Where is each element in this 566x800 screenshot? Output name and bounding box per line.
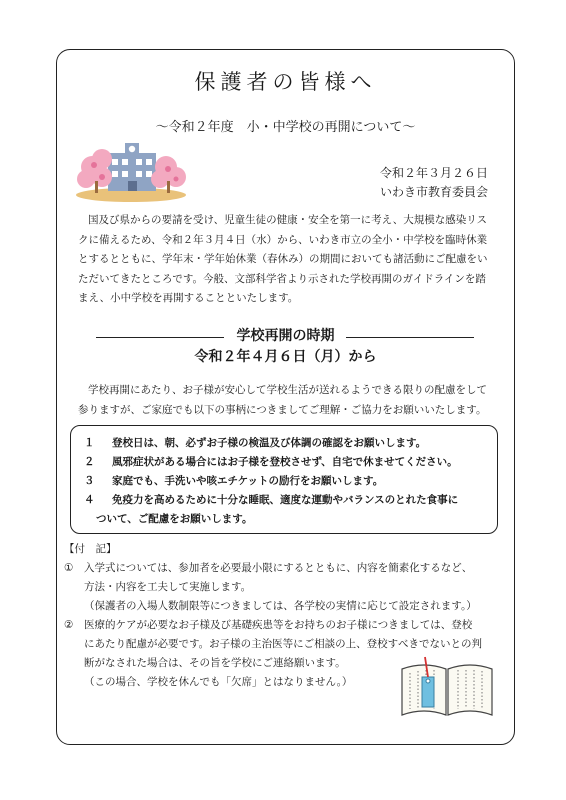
intro-line: まえ、小中学校を再開することといたします。 <box>78 292 299 304</box>
note-line: （保護者の入場人数制限等につきましては、各学校の実情に応じて設定されます。） <box>84 600 477 612</box>
request-item-continued <box>96 510 501 530</box>
request-item <box>82 472 487 492</box>
request-item <box>82 434 487 454</box>
note-line: 入学式については、参加者を必要最小限にするとともに、内容を簡素化するなど、 <box>84 562 473 574</box>
issue-date: 令和２年３月２６日 <box>379 166 488 180</box>
request-paragraph <box>78 381 496 420</box>
request-text: 家庭でも、手洗いや咳エチケットの励行をお願いします。 <box>112 475 384 487</box>
request-text: 風邪症状がある場合にはお子様を登校させず、自宅で休ませてください。 <box>112 456 458 468</box>
book-illustration <box>398 655 496 721</box>
page-title: 保護者の皆様へ <box>194 70 377 94</box>
request-item <box>82 491 487 511</box>
section-heading: 学校再開の時期 <box>236 328 335 344</box>
request-line: 参りますが、ご家庭でも以下の事柄につきましてご理解・ご協力をお願いいたします。 <box>78 403 487 416</box>
request-text: ついて、ご配慮をお願いします。 <box>96 513 253 525</box>
intro-line: クに備えるため、令和２年３月４日（水）から、いわき市立の全小・中学校を臨時休業 <box>78 233 488 246</box>
request-number: ３ <box>84 475 95 487</box>
intro-line: とするとともに、学年末・学年始休業（春休み）の期間においても諸活動にご配慮をい <box>78 253 488 265</box>
request-number: ４ <box>84 494 95 506</box>
intro-paragraph <box>78 211 496 309</box>
note-line: 断がなされた場合は、その旨を学校にご連絡願います。 <box>84 657 346 669</box>
intro-line: ただいてきたところです。今般、文部科学省より示された学校再開のガイドラインを踏 <box>78 272 486 285</box>
note-line: にあたり配慮が必要です。お子様の主治医等にご相談の上、登校すべきでないとの判 <box>84 638 482 650</box>
reopen-date: 令和２年４月６日（月）から <box>194 349 377 365</box>
note-line: 医療的ケアが必要なお子様及び基礎疾患等をお持ちのお子様につきましては、登校 <box>84 619 473 631</box>
notes-heading: 【付 記】 <box>64 543 117 555</box>
school-illustration <box>72 137 190 203</box>
note-line: 方法・内容を工夫して実施します。 <box>84 581 252 593</box>
note-marker: ① <box>64 562 74 574</box>
note-marker: ② <box>64 619 74 631</box>
issue-date-block <box>380 164 488 202</box>
request-text: 免疫力を高めるために十分な睡眠、適度な運動やバランスのとれた食事に <box>112 494 459 506</box>
request-item <box>82 453 487 473</box>
note-line: （この場合、学校を休んでも「欠席」とはなりません。） <box>84 676 353 688</box>
request-line: 学校再開にあたり、お子様が安心して学校生活が送れるようできる限りの配慮をして <box>88 384 487 396</box>
request-number: ２ <box>84 456 95 468</box>
intro-line: 国及び県からの要請を受け、児童生徒の健康・安全を第一に考え、大規模な感染リス <box>88 214 487 226</box>
page-subtitle: ～令和２年度 小・中学校の再開について～ <box>155 120 416 135</box>
request-number: １ <box>84 437 95 449</box>
request-text: 登校日は、朝、必ずお子様の検温及び体調の確認をお願いします。 <box>112 437 427 449</box>
issuer: いわき市教育委員会 <box>379 185 488 199</box>
